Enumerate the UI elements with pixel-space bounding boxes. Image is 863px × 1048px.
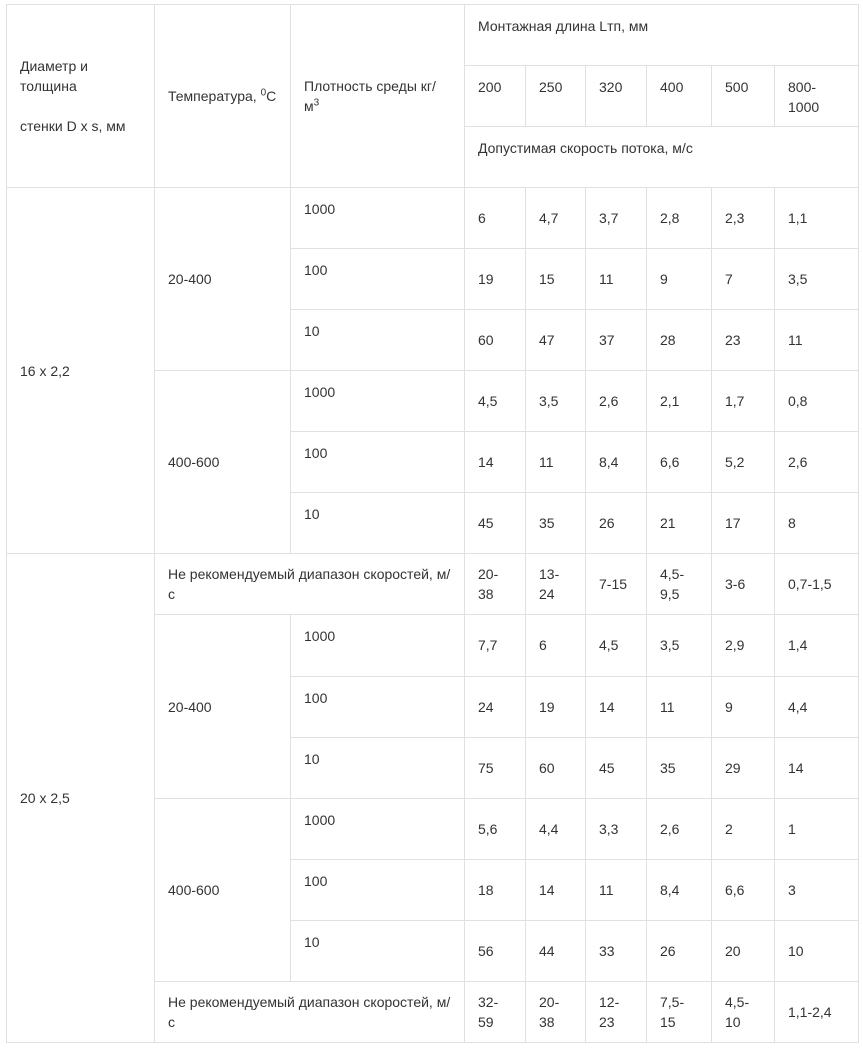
diameter-cell: 20 x 2,5: [7, 554, 155, 1043]
speed-value-cell: 5,6: [465, 798, 526, 859]
density-cell: 1000: [291, 188, 465, 249]
speed-value-cell: 3,3: [586, 798, 647, 859]
speed-value-cell: 7-15: [586, 554, 647, 615]
speed-value-cell: 2,6: [647, 798, 712, 859]
length-header-cell: 400: [647, 66, 712, 127]
speed-value-cell: 19: [526, 676, 586, 737]
speed-value-cell: 35: [526, 493, 586, 554]
speed-value-cell: 1,7: [712, 371, 775, 432]
density-cell: 1000: [291, 798, 465, 859]
speed-value-cell: 32-59: [465, 981, 526, 1042]
speed-value-cell: 5,2: [712, 432, 775, 493]
speed-value-cell: 14: [586, 676, 647, 737]
speed-value-cell: 20-38: [526, 981, 586, 1042]
speed-value-cell: 10: [775, 920, 859, 981]
speed-value-cell: 6,6: [647, 432, 712, 493]
table-row: [7, 188, 859, 249]
speed-value-cell: 2: [712, 798, 775, 859]
speed-value-cell: 11: [586, 859, 647, 920]
speed-value-cell: 24: [465, 676, 526, 737]
speed-value-cell: 1,1: [775, 188, 859, 249]
diameter-header: Диаметр и толщина стенки D x s, мм: [7, 5, 155, 188]
speed-value-cell: 3-6: [712, 554, 775, 615]
speed-value-cell: 3: [775, 859, 859, 920]
speed-value-cell: 1,4: [775, 615, 859, 676]
not-recommended-row: [7, 554, 859, 615]
speed-value-cell: 14: [775, 737, 859, 798]
speed-value-cell: 29: [712, 737, 775, 798]
speed-value-cell: 44: [526, 920, 586, 981]
speed-value-cell: 6: [465, 188, 526, 249]
speed-value-cell: 12-23: [586, 981, 647, 1042]
speed-value-cell: 1: [775, 798, 859, 859]
speed-value-cell: 45: [586, 737, 647, 798]
temperature-cell: 400-600: [155, 371, 291, 554]
speed-value-cell: 18: [465, 859, 526, 920]
speed-value-cell: 4,5-9,5: [647, 554, 712, 615]
length-header-cell: 250: [526, 66, 586, 127]
speed-value-cell: 37: [586, 310, 647, 371]
speed-value-cell: 60: [526, 737, 586, 798]
density-cell: 10: [291, 310, 465, 371]
speed-value-cell: 45: [465, 493, 526, 554]
speed-value-cell: 8,4: [586, 432, 647, 493]
not-recommended-label: Не рекомендуемый диапазон скоростей, м/с: [155, 554, 465, 615]
speed-value-cell: 8: [775, 493, 859, 554]
density-cell: 1000: [291, 371, 465, 432]
density-cell: 1000: [291, 615, 465, 676]
speed-value-cell: 15: [526, 249, 586, 310]
speed-value-cell: 2,6: [775, 432, 859, 493]
speed-value-cell: 2,8: [647, 188, 712, 249]
speed-value-cell: 2,6: [586, 371, 647, 432]
speed-value-cell: 7: [712, 249, 775, 310]
speed-value-cell: 3,5: [526, 371, 586, 432]
speed-value-cell: 9: [712, 676, 775, 737]
not-recommended-label: Не рекомендуемый диапазон скоростей, м/с: [155, 981, 465, 1042]
diameter-cell: 16 x 2,2: [7, 188, 155, 554]
speed-value-cell: 2,3: [712, 188, 775, 249]
speed-value-cell: 23: [712, 310, 775, 371]
speed-value-cell: 2,9: [712, 615, 775, 676]
speed-value-cell: 6: [526, 615, 586, 676]
density-cell: 10: [291, 493, 465, 554]
speed-value-cell: 7,7: [465, 615, 526, 676]
speed-value-cell: 6,6: [712, 859, 775, 920]
speed-value-cell: 26: [647, 920, 712, 981]
density-cell: 100: [291, 432, 465, 493]
speed-value-cell: 33: [586, 920, 647, 981]
temperature-cell: 20-400: [155, 615, 291, 798]
length-header-cell: 320: [586, 66, 647, 127]
speed-value-cell: 13-24: [526, 554, 586, 615]
speed-value-cell: 56: [465, 920, 526, 981]
speed-header: Допустимая скорость потока, м/с: [465, 127, 859, 188]
speed-value-cell: 47: [526, 310, 586, 371]
speed-value-cell: 19: [465, 249, 526, 310]
speed-value-cell: 75: [465, 737, 526, 798]
speed-value-cell: 28: [647, 310, 712, 371]
speed-value-cell: 3,7: [586, 188, 647, 249]
density-cell: 10: [291, 737, 465, 798]
speed-value-cell: 8,4: [647, 859, 712, 920]
length-header-cell: 500: [712, 66, 775, 127]
speed-value-cell: 4,5: [465, 371, 526, 432]
speed-value-cell: 21: [647, 493, 712, 554]
speed-value-cell: 2,1: [647, 371, 712, 432]
temperature-cell: 20-400: [155, 188, 291, 371]
speed-value-cell: 0,8: [775, 371, 859, 432]
speed-value-cell: 3,5: [775, 249, 859, 310]
flow-speed-table: [6, 4, 859, 1043]
density-header: Плотность среды $кг/м^3$: [291, 5, 465, 188]
temperature-cell: 400-600: [155, 798, 291, 981]
speed-value-cell: 7,5-15: [647, 981, 712, 1042]
length-header-cell: 800-1000: [775, 66, 859, 127]
speed-value-cell: 4,4: [526, 798, 586, 859]
speed-value-cell: 0,7-1,5: [775, 554, 859, 615]
temperature-header: Температура, $^0$C: [155, 5, 291, 188]
density-cell: 100: [291, 676, 465, 737]
density-cell: 10: [291, 920, 465, 981]
speed-value-cell: 4,5: [586, 615, 647, 676]
mounting-length-header: Монтажная длина Lтп, мм: [465, 5, 859, 66]
speed-value-cell: 14: [526, 859, 586, 920]
density-cell: 100: [291, 859, 465, 920]
speed-value-cell: 20: [712, 920, 775, 981]
speed-value-cell: 4,4: [775, 676, 859, 737]
speed-value-cell: 3,5: [647, 615, 712, 676]
speed-value-cell: 1,1-2,4: [775, 981, 859, 1042]
length-header-cell: 200: [465, 66, 526, 127]
speed-value-cell: 26: [586, 493, 647, 554]
density-cell: 100: [291, 249, 465, 310]
speed-value-cell: 60: [465, 310, 526, 371]
speed-value-cell: 11: [586, 249, 647, 310]
speed-value-cell: 9: [647, 249, 712, 310]
speed-value-cell: 35: [647, 737, 712, 798]
speed-value-cell: 11: [775, 310, 859, 371]
speed-value-cell: 11: [526, 432, 586, 493]
speed-value-cell: 14: [465, 432, 526, 493]
speed-value-cell: 4,5-10: [712, 981, 775, 1042]
speed-value-cell: 4,7: [526, 188, 586, 249]
speed-value-cell: 11: [647, 676, 712, 737]
speed-value-cell: 17: [712, 493, 775, 554]
speed-value-cell: 20-38: [465, 554, 526, 615]
